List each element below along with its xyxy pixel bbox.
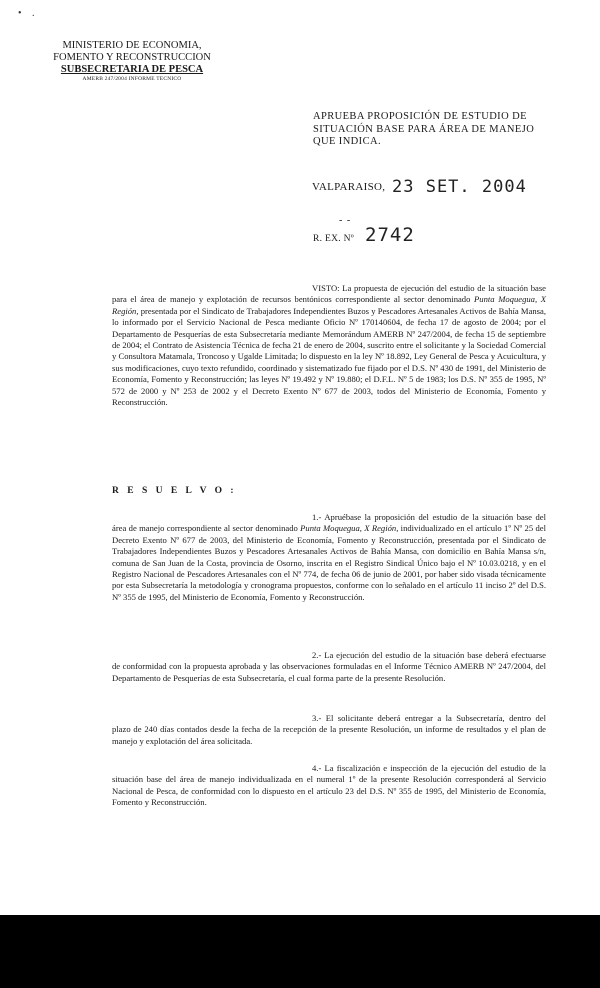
visto-place: Punta Moqueguа, X Región,	[112, 294, 546, 316]
resolution-label: R. EX. Nº	[313, 234, 355, 244]
ministry-letterhead	[52, 40, 212, 83]
subsecretaria-line: SUBSECRETARIA DE PESCA	[60, 64, 204, 75]
item-3	[112, 713, 546, 747]
item-1-text-a: 1.- Apruébase la proposición del estudio de la situación base del área de manejo correspondiente al sector denominado	[112, 512, 546, 534]
subject-line-2: SITUACIÓN BASE PARA ÁREA DE MANEJO	[313, 123, 535, 135]
resolution-number: 2742	[365, 224, 415, 246]
date-stamp: 23 SET. 2004	[392, 177, 527, 197]
resolution-dash: - -	[339, 215, 352, 226]
subject-line-1: APRUEBA PROPOSICIÓN DE ESTUDIO DE	[313, 111, 527, 122]
city-label: VALPARAISO,	[312, 181, 386, 193]
item-1-text-b: individualizado en el artículo 1º Nº 25 del Decreto Exento Nº 677 de 2003, del Ministerio de Economía, Fomento y Reconstrucción, presentada por el Sindicato de Trabajadores Independientes Buzos y Pescadores Artesanales Activos de Bahía Mansa, con domicilio en Bahía Mansa s/n, comuna de San Juan de la Costa, provincia de Osorno, inscrita en el Registro Sindical Único bajo el Nº 10.03.0218, y en el Registro Nacional de Pescadores Artesanales con el Nº 774, de fecha 06 de junio de 2001, por haber sido visada técnicamente por esta Subsecretaría la metodología y cronograma propuestos, conforme con lo señalado en el artículo 11 inciso 2º del D.S. Nº 355 de 1995, del Ministerio de Economía, Fomento y Reconstrucción.	[112, 523, 546, 602]
ministry-reference: AMERB 247/2004 INFORME TECNICO	[82, 76, 182, 82]
corner-mark: • .	[18, 8, 39, 19]
item-1-place: Punta Moqueguа, X Región,	[300, 523, 399, 534]
resuelvo-heading: R E S U E L V O :	[112, 486, 237, 496]
subject-line-3: QUE INDICA.	[313, 136, 381, 147]
item-4-text: 4.- La fiscalización e inspección de la ejecución del estudio de la situación base del área de manejo individualizada en el numeral 1º de la presente Resolución corresponderá al Servicio Nacional de Pesca, de conformidad con lo dispuesto en el artículo 23 del D.S. Nº 355 de 1995, del Ministerio de Economía, Fomento y Reconstrucción.	[112, 763, 546, 808]
item-4	[112, 763, 546, 809]
item-2-text: 2.- La ejecución del estudio de la situación base deberá efectuarse de conformidad con la propuesta aprobada y las observaciones formuladas en el Informe Técnico AMERB Nº 247/2004, del Departamento de Pesquerías de esta Subsecretaría, el cual forma parte de la presente Resolución.	[112, 650, 546, 683]
item-2	[112, 650, 546, 684]
scan-black-band	[0, 915, 600, 988]
resolution-subject	[313, 111, 553, 149]
visto-text-a: La propuesta de ejecución del estudio de la situación base para el área de manejo y explotación de recursos bentónicos correspondiente al sector denominado	[112, 283, 546, 305]
visto-paragraph	[112, 283, 546, 408]
item-1	[112, 512, 546, 603]
visto-lead: VISTO:	[312, 283, 340, 293]
ministry-line-1: MINISTERIO DE ECONOMIA,	[62, 40, 202, 51]
ministry-line-2: FOMENTO Y RECONSTRUCCION	[53, 52, 211, 63]
visto-text-b: presentada por el Sindicato de Trabajadores Independientes Buzos y Pescadores Artesanales Activos de Bahía Mansa, lo informado por el Servicio Nacional de Pesca mediante Oficio Nº 170140604, de fecha 17 de agosto de 2004; por el Departamento de Pesquerías de esta Subsecretaría mediante Memorándum AMERB Nº 247/2004, de fecha 15 de septiembre de 2004; el Contrato de Asistencia Técnica de fecha 21 de enero de 2004, suscrito entre el solicitante y la Sociedad Comercial y Consultora Matamala, Troncoso y Ugalde Limitada; lo dispuesto en la ley Nº 18.892, Ley General de Pesca y Acuicultura, y sus modificaciones, cuyo texto refundido, coordinado y sistematizado fue fijado por el D.S. Nº 430 de 1991, del Ministerio de Economía, Fomento y Reconstrucción; las leyes Nº 19.492 y Nº 19.880; el D.F.L. Nº 5 de 1983; los D.S. Nº 355 de 1995, Nº 572 de 2000 y Nº 253 de 2002 y el Decreto Exento Nº 677 de 2003, todos del Ministerio de Economía, Fomento y Reconstrucción.	[112, 305, 546, 408]
item-3-text: 3.- El solicitante deberá entregar a la Subsecretaría, dentro del plazo de 240 días contados desde la fecha de la recepción de la presente Resolución, un informe de resultados y el plan de manejo y explotación del área solicitada.	[112, 713, 546, 746]
